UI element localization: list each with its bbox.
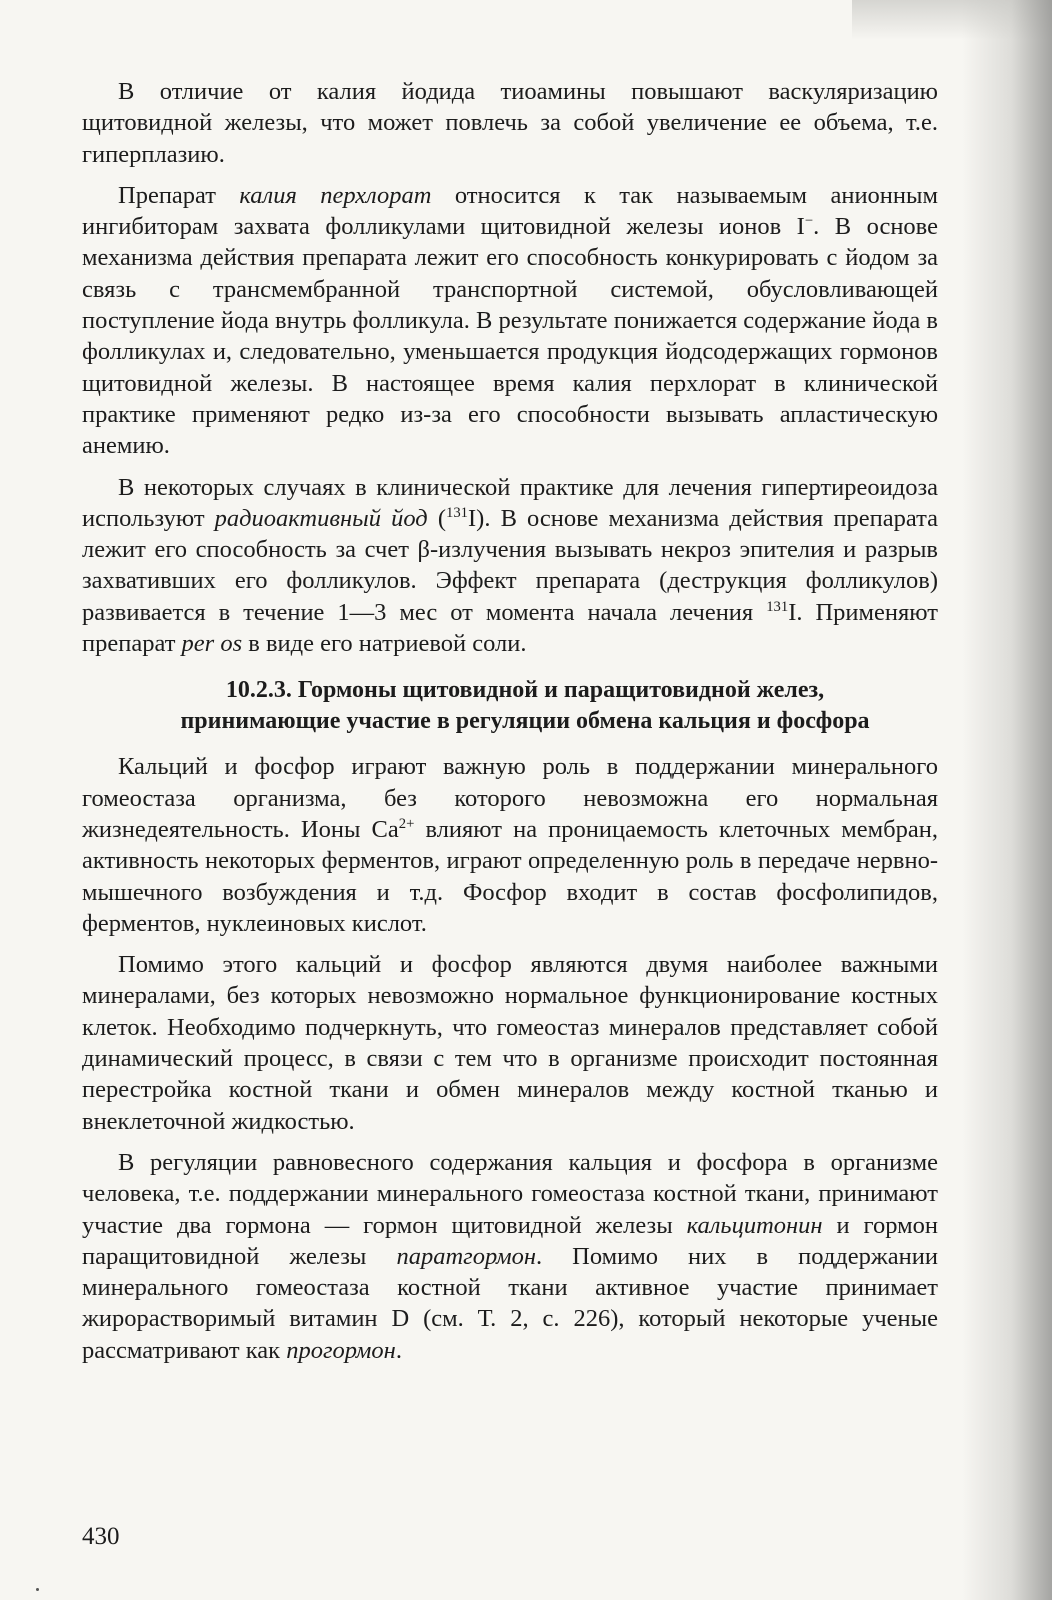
isotope-superscript-1: 131 [445, 504, 469, 521]
calcium-charge-superscript: 2+ [398, 815, 415, 832]
paragraph-3-text-d: I. Применяют препарат [82, 598, 938, 658]
paragraph-2-text-b: относится к так называемым анионным ингибиторам захвата фолликулами щитовидной железы ионов I [82, 181, 938, 241]
section-heading-line-2: принимающие участие в регуляции обмена кальция и фосфора [180, 708, 870, 735]
paragraph-3-text-c: I). В основе механизма действия препарата лежит его способность за счет β-излучения вызывать некроз эпителия и разрыв захвативших его фолликулов. Эффект препарата (деструкция фолликулов) развивается в течение 1—3 мес от момента начала лечения [82, 504, 938, 626]
paragraph-2-text-a: Препарат [118, 181, 240, 209]
term-calcitonin: кальцитонин [686, 1211, 823, 1239]
paragraph-1-text: В отличие от калия йодида тиоамины повышают васкуляризацию щитовидной железы, что может повлечь за собой увеличение ее объема, т.е. гиперплазию. [82, 78, 938, 168]
paragraph-3-text-e: в виде его натриевой соли. [242, 630, 527, 658]
section-heading [82, 675, 938, 737]
paragraph-5-text: Помимо этого кальций и фосфор являются двумя наиболее важными минералами, без которых невозможно нормальное функционирование костных клеток. Необходимо подчеркнуть, что гомеостаз минералов представляет собой динамический процесс, в связи с тем что в организме происходит постоянная перестройка костной ткани и обмен минералов между костной тканью и внеклеточной жидкостью. [82, 951, 938, 1135]
paragraph-6-text-c: . Помимо них в поддержании минерального гомеостаза костной ткани активное участие принимает жирорастворимый витамин D (см. Т. 2, с. 226), который некоторые ученые рассматривают как [82, 1242, 939, 1364]
page-body [82, 76, 938, 1376]
paragraph-4 [82, 751, 938, 939]
page-edge-shadow [962, 0, 1052, 1600]
paragraph-3-text-a: В некоторых случаях в клинической практике для лечения гипертиреоидоза используют [82, 473, 938, 532]
paragraph-4-text-b: влияют на проницаемость клеточных мембран, активность некоторых ферментов, играют определенную роль в передаче нервно-мышечного возбуждения и т.д. Фосфор входит в состав фосфолипидов, ферментов, нуклеиновых кислот. [82, 815, 938, 937]
page-edge-shadow-top [852, 0, 1052, 40]
paragraph-4-text-a: Кальций и фосфор играют важную роль в поддержании минерального гомеостаза организма, без которого невозможна его нормальная жизнедеятельность. Ионы Ca [82, 753, 938, 843]
paragraph-2-text-c: . В основе механизма действия препарата лежит его способность конкурировать с йодом за связь с трансмембранной транспортной системой, обусловливающей поступление йода внутрь фолликула. В результате понижается содержание йода в фолликулах и, следовательно, уменьшается продукция йодсодержащих гормонов щитовидной железы. В настоящее время калия перхлорат в клинической практике применяют редко из-за его способности вызывать апластическую анемию. [82, 213, 938, 460]
paragraph-5 [82, 949, 938, 1137]
term-potassium-perchlorate: калия перхлорат [239, 181, 432, 209]
iodide-charge-superscript: − [804, 213, 814, 230]
paragraph-2 [82, 180, 938, 462]
paragraph-3 [82, 472, 938, 660]
paragraph-6-text-b: и гормон паращитовидной железы [82, 1211, 938, 1270]
paragraph-6-text-a: В регуляции равновесного содержания кальция и фосфора в организме человека, т.е. поддержании минерального гомеостаза костной ткани, принимают участие два гормона — гормон щитовидной железы [82, 1148, 938, 1239]
paragraph-1 [82, 76, 938, 170]
paragraph-6-text-d: . [395, 1336, 402, 1364]
term-per-os: per os [181, 630, 243, 658]
section-heading-line-1: 10.2.3. Гормоны щитовидной и паращитовидной желез, [225, 677, 825, 704]
paragraph-3-text-b: ( [427, 504, 446, 532]
isotope-superscript-2: 131 [766, 598, 789, 615]
term-radioactive-iodine: радиоактивный йод [214, 504, 428, 532]
page-number: 430 [82, 1523, 120, 1550]
term-parathormone: паратгормон [396, 1242, 537, 1270]
paragraph-6 [82, 1147, 938, 1366]
scan-speck [36, 1588, 39, 1591]
term-prohormone: прогормон [286, 1336, 396, 1364]
